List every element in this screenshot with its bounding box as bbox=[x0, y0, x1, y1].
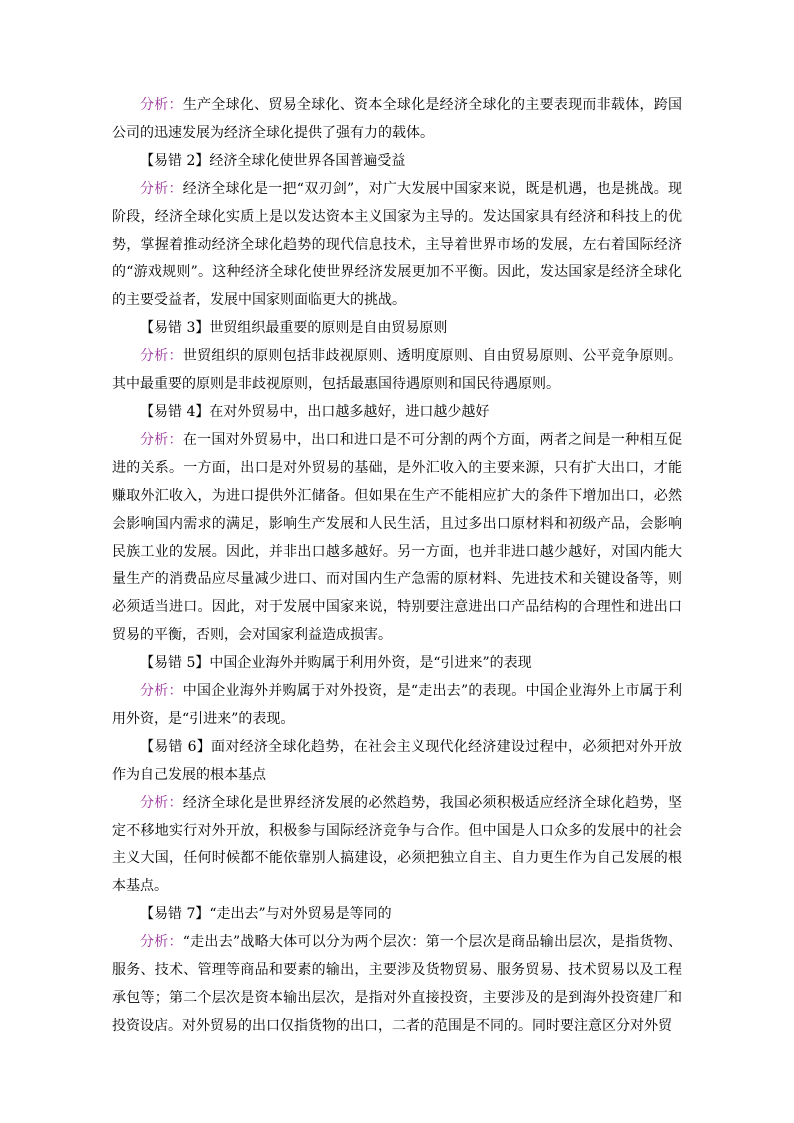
statement-text: 世贸组织最重要的原则是自由贸易原则 bbox=[209, 320, 448, 337]
analysis-text: 经济全球化是世界经济发展的必然趋势，我国必须积极适应经济全球化趋势，坚定不移地实行对外开放，积极参与国际经济竞争与合作。但中国是人口众多的发展中的社会主义大国，任何时候都不能依靠别人搞建设，必须把独立自主、自力更生作为自己发展的根本基点。 bbox=[112, 794, 682, 895]
analysis-label: 分析： bbox=[140, 794, 183, 811]
error-tag: 【易错 5】 bbox=[140, 655, 210, 672]
analysis-paragraph bbox=[112, 427, 682, 650]
error-tag: 【易错 4】 bbox=[140, 403, 210, 420]
item-6 bbox=[112, 734, 682, 901]
document-page bbox=[112, 92, 682, 1041]
item-3 bbox=[112, 315, 682, 399]
analysis-label: 分析： bbox=[140, 431, 183, 448]
analysis-paragraph bbox=[112, 176, 682, 316]
statement-text: 面对经济全球化趋势，在社会主义现代化经济建设过程中，必须把对外开放作为自己发展的根本基点 bbox=[112, 738, 683, 783]
item-1-continuation bbox=[112, 92, 682, 148]
error-statement bbox=[112, 315, 682, 343]
statement-text: “走出去”与对外贸易是等同的 bbox=[209, 906, 392, 923]
analysis-text: 经济全球化是一把“双刃剑”，对广大发展中国家来说，既是机遇，也是挑战。现阶段，经济全球化实质上是以发达资本主义国家为主导的。发达国家具有经济和科技上的优势，掌握着推动经济全球化趋势的现代信息技术，主导着世界市场的发展，左右着国际经济的“游戏规则”。这种经济全球化使世界经济发展更加不平衡。因此，发达国家是经济全球化的主要受益者，发展中国家则面临更大的挑战。 bbox=[112, 180, 683, 309]
analysis-text: 世贸组织的原则包括非歧视原则、透明度原则、自由贸易原则、公平竞争原则。其中最重要的原则是非歧视原则，包括最惠国待遇原则和国民待遇原则。 bbox=[112, 348, 682, 393]
analysis-label: 分析： bbox=[140, 180, 183, 197]
analysis-text: 中国企业海外并购属于对外投资，是“走出去”的表现。中国企业海外上市属于利用外资，是“引进来”的表现。 bbox=[112, 683, 683, 727]
error-statement bbox=[112, 901, 682, 929]
analysis-text: 生产全球化、贸易全球化、资本全球化是经济全球化的主要表现而非载体，跨国公司的迅速发展为经济全球化提供了强有力的载体。 bbox=[112, 97, 682, 141]
item-7 bbox=[112, 901, 682, 1041]
error-statement bbox=[112, 734, 682, 790]
analysis-text: 在一国对外贸易中，出口和进口是不可分割的两个方面，两者之间是一种相互促进的关系。一方面，出口是对外贸易的基础，是外汇收入的主要来源，只有扩大出口，才能赚取外汇收入，为进口提供外汇储备。但如果在生产不能相应扩大的条件下增加出口，必然会影响国内需求的满足，影响生产发展和人民生活，且过多出口原材料和初级产品，会影响民族工业的发展。因此，并非出口越多越好。另一方面，也并非进口越少越好，对国内能大量生产的消费品应尽量减少进口、而对国内生产急需的原材料、先进技术和关键设备等，则必须适当进口。因此，对于发展中国家来说，特别要注意进出口产品结构的合理性和进出口贸易的平衡，否则，会对国家利益造成损害。 bbox=[112, 431, 682, 644]
error-tag: 【易错 3】 bbox=[140, 320, 210, 337]
error-tag: 【易错 6】 bbox=[140, 738, 212, 755]
error-statement bbox=[112, 148, 682, 176]
analysis-label: 分析： bbox=[140, 348, 183, 365]
statement-text: 中国企业海外并购属于利用外资，是“引进来”的表现 bbox=[209, 655, 532, 672]
error-statement bbox=[112, 399, 682, 427]
analysis-paragraph bbox=[112, 678, 682, 734]
analysis-label: 分析： bbox=[140, 934, 183, 951]
error-tag: 【易错 2】 bbox=[140, 152, 210, 169]
analysis-paragraph bbox=[112, 343, 682, 399]
analysis-paragraph bbox=[112, 790, 682, 902]
error-statement bbox=[112, 650, 682, 678]
statement-text: 在对外贸易中，出口越多越好，进口越少越好 bbox=[209, 403, 490, 420]
item-4 bbox=[112, 399, 682, 650]
analysis-paragraph bbox=[112, 92, 682, 148]
item-5 bbox=[112, 650, 682, 734]
item-2 bbox=[112, 148, 682, 315]
error-tag: 【易错 7】 bbox=[140, 906, 210, 923]
analysis-label: 分析： bbox=[140, 683, 183, 700]
analysis-label: 分析： bbox=[140, 97, 183, 113]
analysis-text: “走出去”战略大体可以分为两个层次：第一个层次是商品输出层次，是指货物、服务、技术、管理等商品和要素的输出，主要涉及货物贸易、服务贸易、技术贸易以及工程承包等；第二个层次是资本输出层次，是指对外直接投资，主要涉及的是到海外投资建厂和投资设店。对外贸易的出口仅指货物的出口，二者的范围是不同的。同时要注意区分对外贸 bbox=[112, 934, 683, 1034]
statement-text: 经济全球化使世界各国普遍受益 bbox=[209, 152, 406, 169]
analysis-paragraph bbox=[112, 929, 682, 1041]
